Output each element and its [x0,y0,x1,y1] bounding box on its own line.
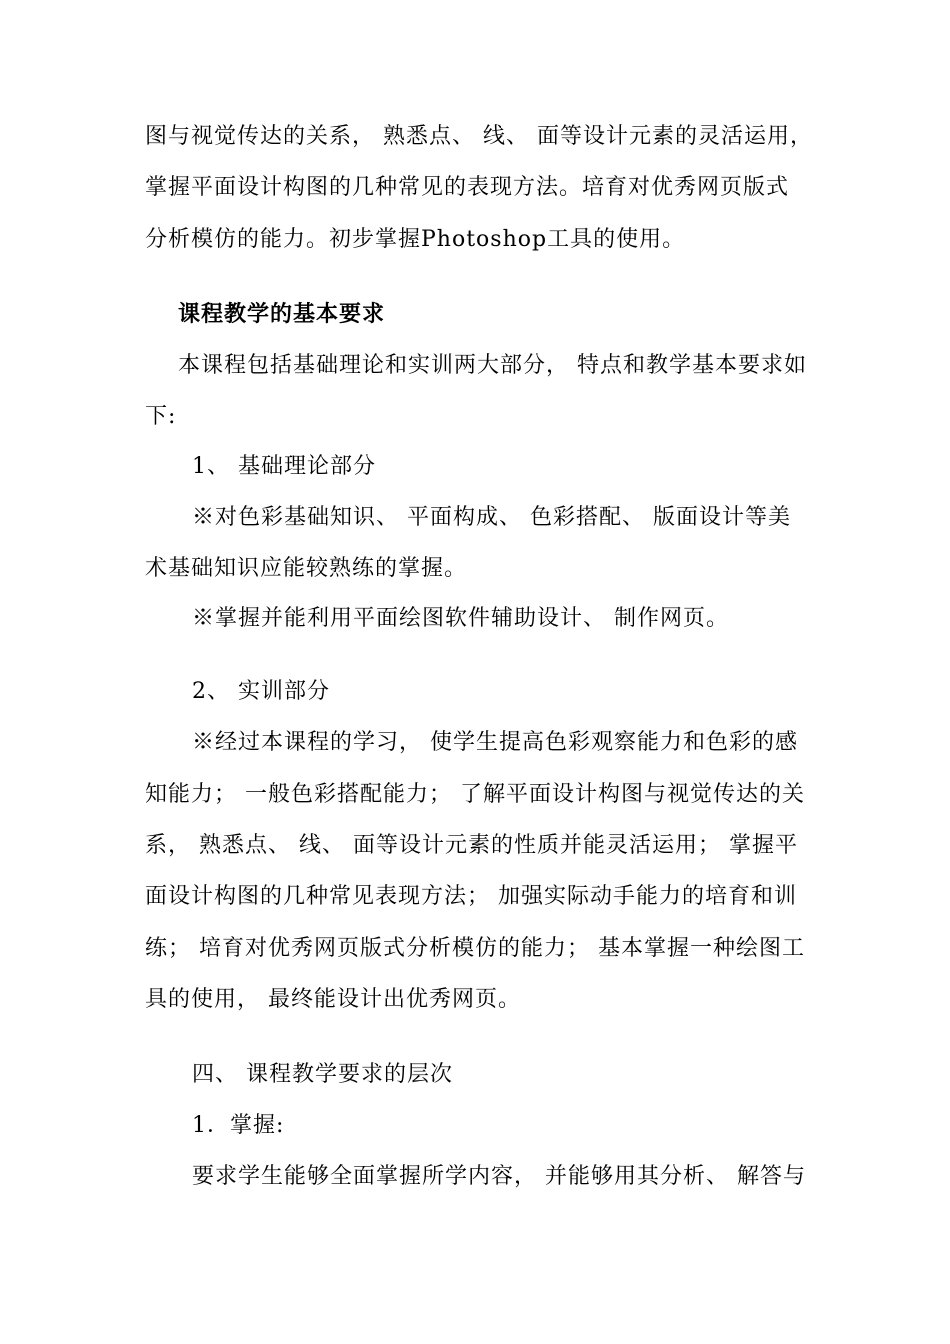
body-text-line: ※对色彩基础知识、 平面构成、 色彩搭配、 版面设计等美 [192,505,791,530]
body-text-line: 练； 培育对优秀网页版式分析模仿的能力； 基本掌握一种绘图工 [145,936,805,961]
body-text-line: 本课程包括基础理论和实训两大部分， 特点和教学基本要求如 [178,353,807,378]
section-heading: 四、 课程教学要求的层次 [192,1062,453,1087]
body-text-line: ※掌握并能利用平面绘图软件辅助设计、 制作网页。 [192,606,729,631]
body-text-line: 图与视觉传达的关系， 熟悉点、 线、 面等设计元素的灵活运用， [145,124,813,149]
body-text-line: 下: [145,404,177,429]
body-text-line: ※经过本课程的学习， 使学生提高色彩观察能力和色彩的感 [192,730,798,755]
body-text-line: 面设计构图的几种常见表现方法； 加强实际动手能力的培育和训 [145,884,797,909]
body-text-line: 系， 熟悉点、 线、 面等设计元素的性质并能灵活运用； 掌握平 [145,833,798,858]
body-text-line: 术基础知识应能较熟练的掌握。 [145,556,468,581]
body-text-line: 具的使用， 最终能设计出优秀网页。 [145,987,521,1012]
body-text-line: 掌握平面设计构图的几种常见的表现方法。培育对优秀网页版式 [145,175,790,200]
body-text-line: 分析模仿的能力。初步掌握Photoshop工具的使用。 [145,227,686,252]
section-heading: 课程教学的基本要求 [178,302,386,327]
subsection-heading: 1、 基础理论部分 [192,454,376,479]
body-text-line: 要求学生能够全面掌握所学内容， 并能够用其分析、 解答与 [192,1164,806,1189]
subsection-heading: 1．掌握: [192,1113,285,1138]
subsection-heading: 2、 实训部分 [192,679,330,704]
body-text-line: 知能力； 一般色彩搭配能力； 了解平面设计构图与视觉传达的关 [145,782,805,807]
